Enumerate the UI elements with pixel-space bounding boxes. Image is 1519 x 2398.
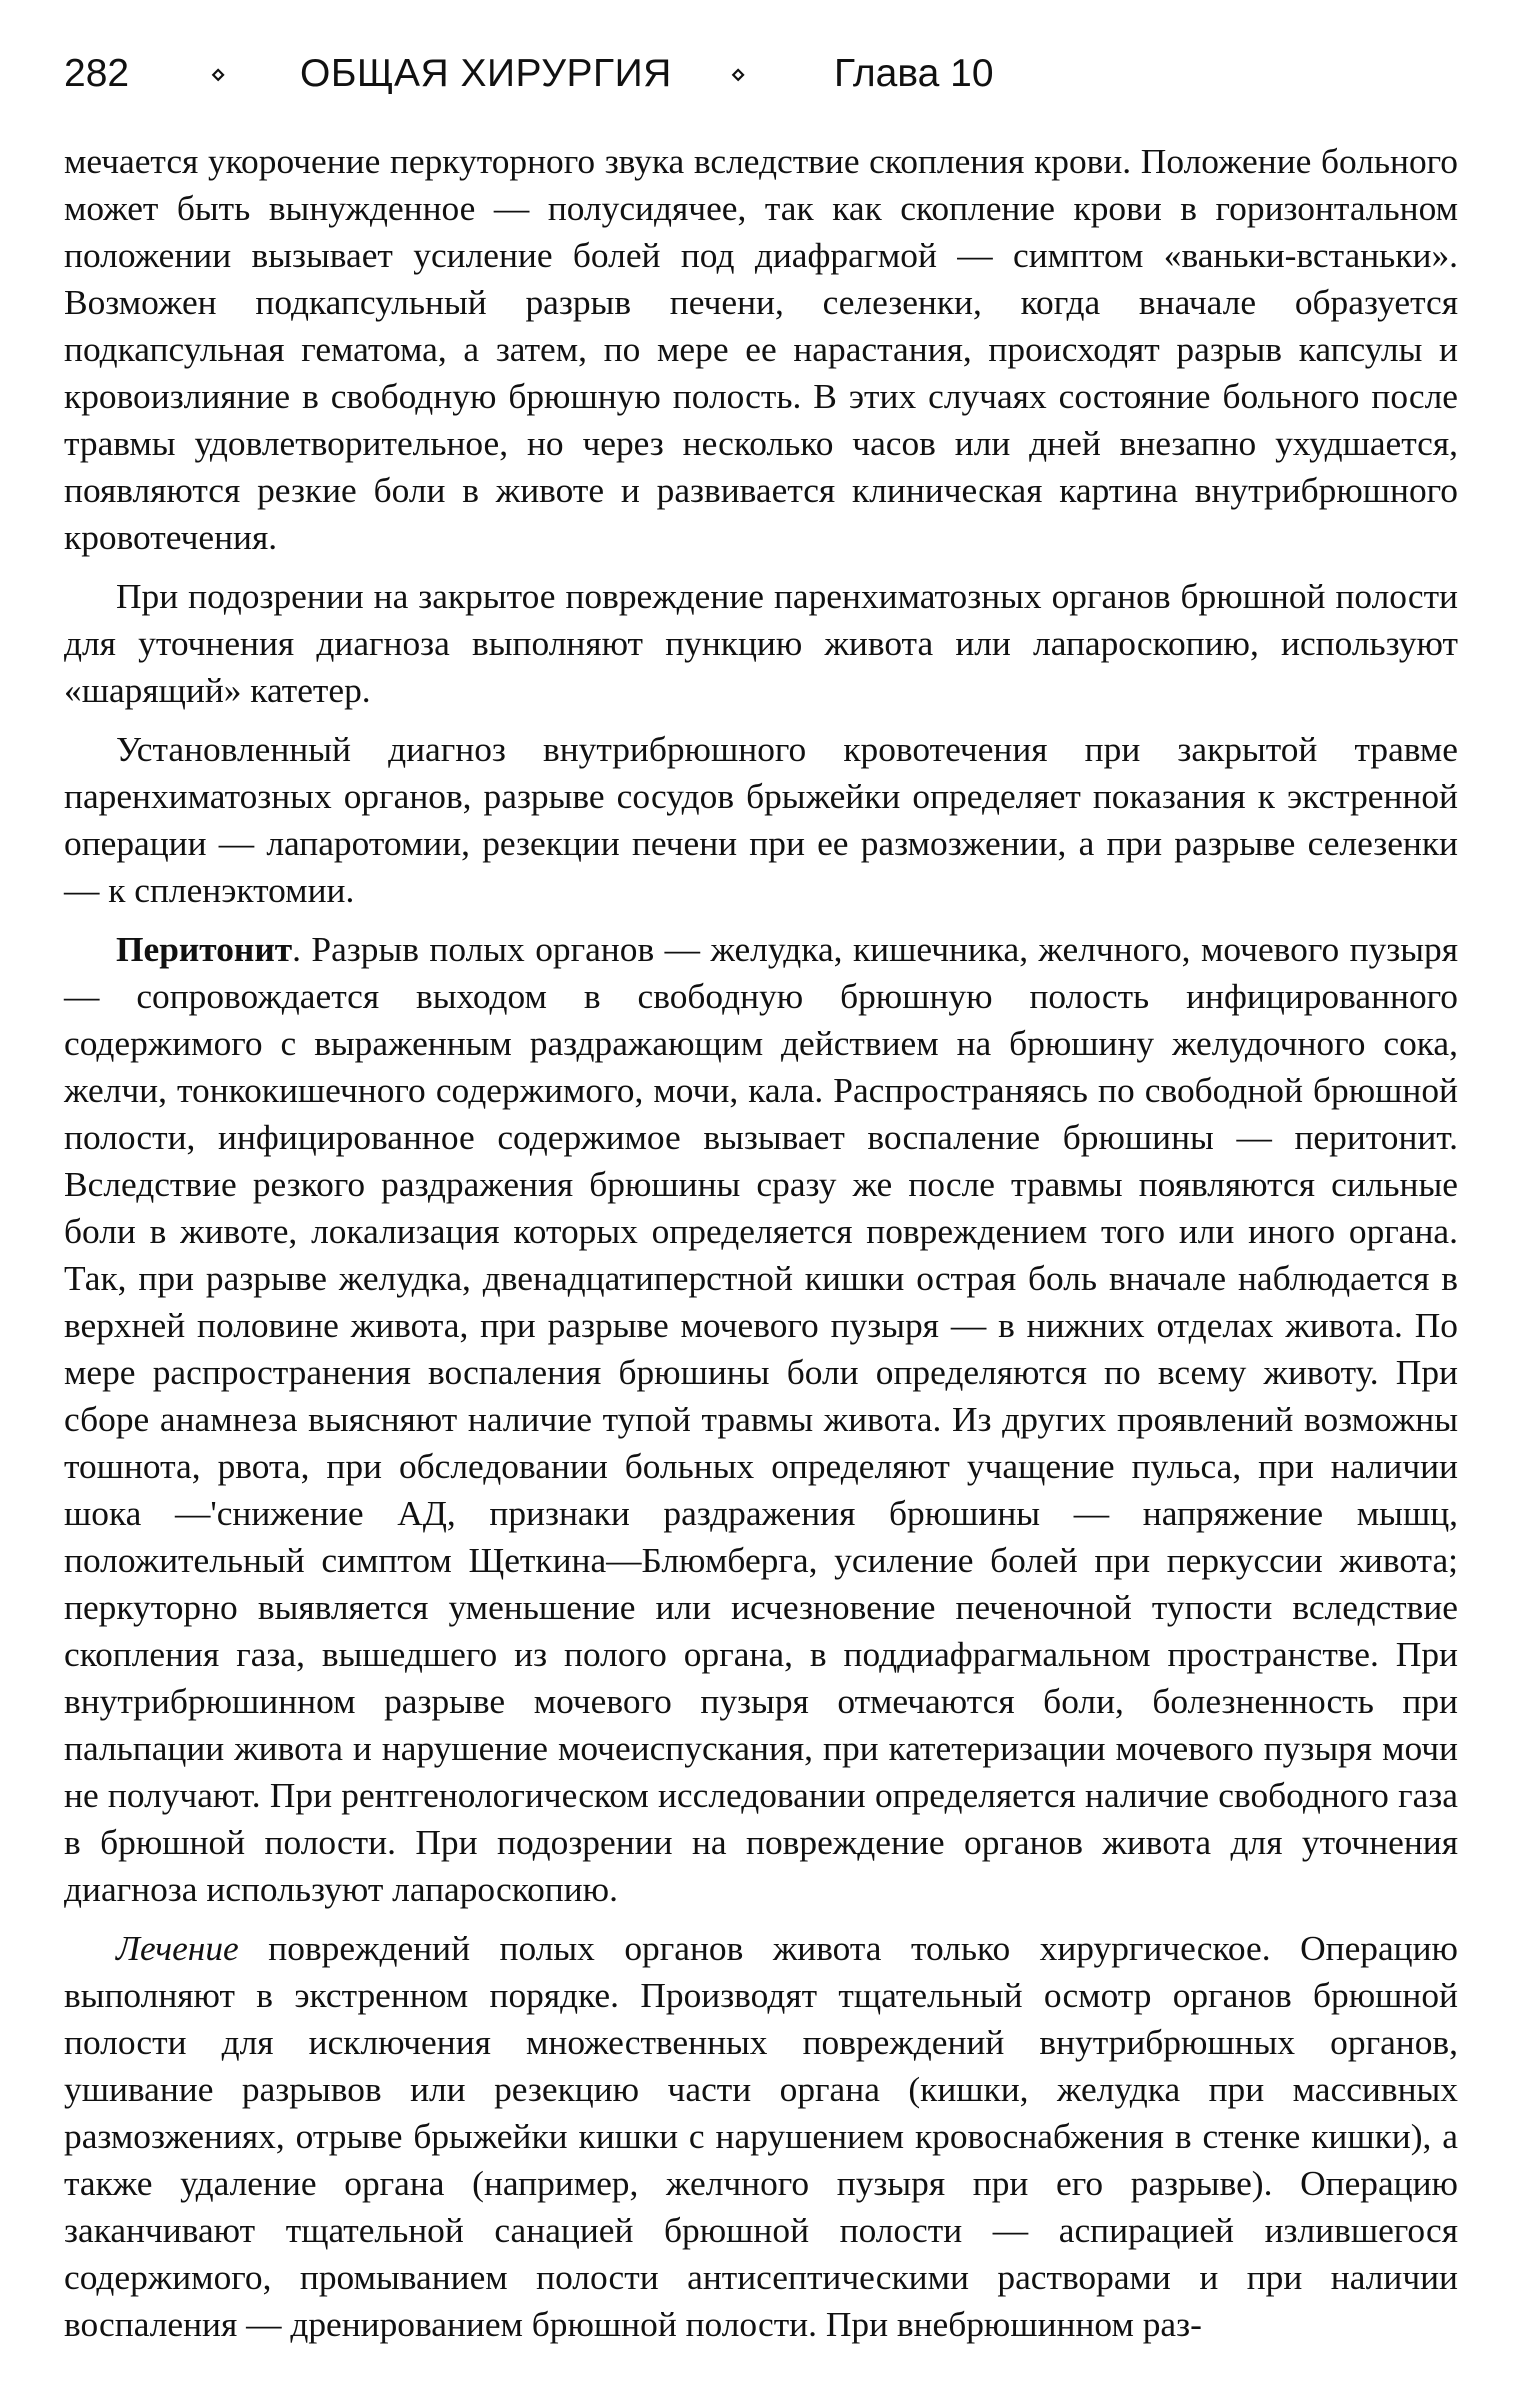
body-text: [64, 138, 1458, 2360]
diamond-separator-icon: ⋄: [730, 59, 747, 89]
paragraph-lead-term: Перитонит: [116, 929, 293, 969]
paragraph-text: повреждений полых органов живота только хирургическое. Операцию выполняют в экстренном порядке. Производят тщательный осмотр органов брюшной полости для исключения множественных повреждений внутрибрюшных органов, ушивание разрывов или резекцию части органа (кишки, желудка при массивных размозжениях, отрыве брыжейки кишки с нарушением кровоснабжения в стенке кишки), а также удаление органа (например, желчного пузыря при его разрыве). Операцию заканчивают тщательной санацией брюшной полости — аспирацией излившегося содержимого, промыванием полости антисептическими растворами и при наличии воспаления — дренированием брюшной полости. При внебрюшинном раз-: [64, 1928, 1458, 2344]
book-title: ОБЩАЯ ХИРУРГИЯ: [300, 52, 672, 95]
diamond-separator-icon: ⋄: [210, 59, 227, 89]
running-head: [64, 44, 1164, 104]
paragraph-text: мечается укорочение перкуторного звука вследствие скопления крови. Положение больного может быть вынужденное — полусидячее, так как скопление крови в горизонтальном положении вызывает усиление болей под диафрагмой — симптом «ваньки-встаньки». Возможен подкапсульный разрыв печени, селезенки, когда вначале образуется подкапсульная гематома, а затем, по мере ее нарастания, происходят разрыв капсулы и кровоизлияние в свободную брюшную полость. В этих случаях состояние больного после травмы удовлетворительное, но через несколько часов или дней внезапно ухудшается, появляются резкие боли в животе и развивается клиническая картина внутрибрюшного кровотечения.: [64, 141, 1458, 557]
paragraph-continuation: [64, 138, 1458, 561]
paragraph-peritonitis: [64, 926, 1458, 1913]
paragraph-text: Установленный диагноз внутрибрюшного кровотечения при закрытой травме паренхиматозных органов, разрыве сосудов брыжейки определяет показания к экстренной операции — лапаротомии, резекции печени при ее размозжении, а при разрыве селезенки — к спленэктомии.: [64, 729, 1458, 910]
paragraph-diagnosis: [64, 573, 1458, 714]
paragraph-lead-term: Лечение: [116, 1928, 239, 1968]
page-number: 282: [64, 52, 130, 95]
chapter-label: Глава 10: [834, 52, 994, 95]
paragraph-text: При подозрении на закрытое повреждение паренхиматозных органов брюшной полости для уточнения диагноза выполняют пункцию живота или лапароскопию, используют «шарящий» катетер.: [64, 576, 1458, 710]
paragraph-surgery-indications: [64, 726, 1458, 914]
paragraph-treatment: [64, 1925, 1458, 2348]
paragraph-text: . Разрыв полых органов — желудка, кишечника, желчного, мочевого пузыря — сопровождается выходом в свободную брюшную полость инфицированного содержимого с выраженным раздражающим действием на брюшину желудочного сока, желчи, тонкокишечного содержимого, мочи, кала. Распространяясь по свободной брюшной полости, инфицированное содержимое вызывает воспаление брюшины — перитонит. Вследствие резкого раздражения брюшины сразу же после травмы появляются сильные боли в животе, локализация которых определяется повреждением того или иного органа. Так, при разрыве желудка, двенадцатиперстной кишки острая боль вначале наблюдается в верхней половине живота, при разрыве мочевого пузыря — в нижних отделах живота. По мере распространения воспаления брюшины боли определяются по всему животу. При сборе анамнеза выясняют наличие тупой травмы живота. Из других проявлений возможны тошнота, рвота, при обследовании больных определяют учащение пульса, при наличии шока —'снижение АД, признаки раздражения брюшины — напряжение мышц, положительный симптом Щеткина—Блюмберга, усиление болей при перкуссии живота; перкуторно выявляется уменьшение или исчезновение печеночной тупости вследствие скопления газа, вышедшего из полого органа, в поддиафрагмальном пространстве. При внутрибрюшинном разрыве мочевого пузыря отмечаются боли, болезненность при пальпации живота и нарушение мочеиспускания, при катетеризации мочевого пузыря мочи не получают. При рентгенологическом исследовании определяется наличие свободного газа в брюшной полости. При подозрении на повреждение органов живота для уточнения диагноза используют лапароскопию.: [64, 929, 1458, 1909]
